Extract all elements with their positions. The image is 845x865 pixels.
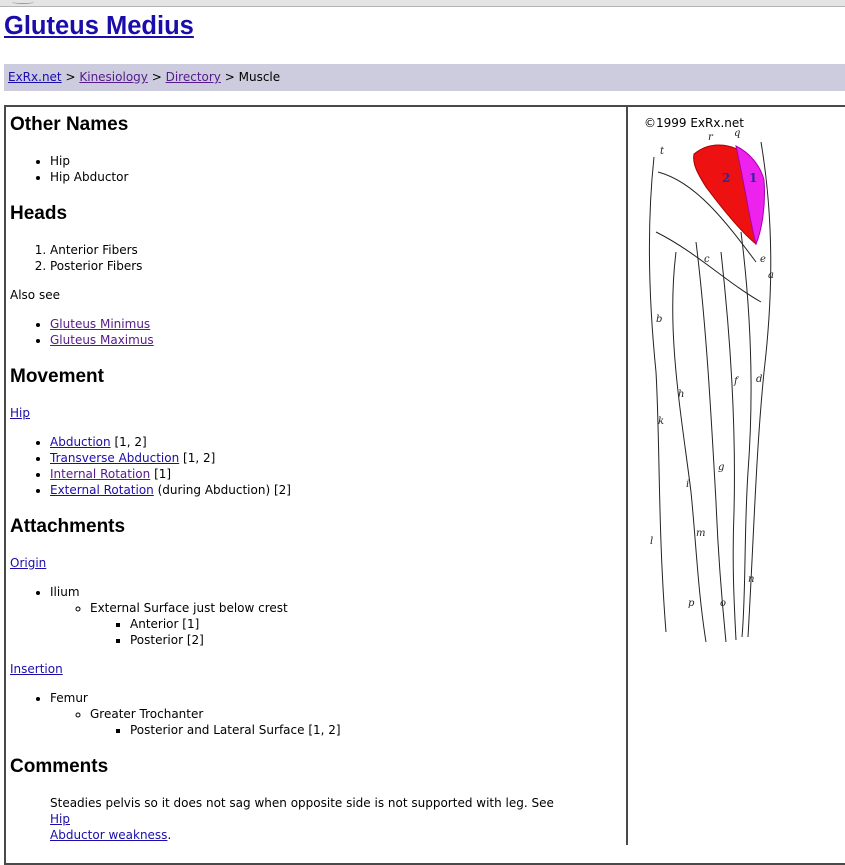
page-title-link[interactable]: Gluteus Medius	[4, 12, 194, 40]
list-item	[50, 690, 341, 738]
breadcrumb-separator: >	[65, 70, 76, 84]
heads-heading: Heads	[10, 203, 68, 224]
insertion-list	[50, 690, 341, 738]
muscle-contour	[673, 252, 706, 642]
letter-label: g	[718, 462, 725, 473]
list-item: 1. Anterior Fibers	[50, 242, 142, 258]
list-item: • Hip Abductor	[50, 169, 128, 185]
region-label: 2	[722, 171, 731, 185]
page-title	[4, 12, 194, 41]
breadcrumb-current: Muscle	[238, 70, 281, 84]
breadcrumb-link-exrx[interactable]: ExRx.net	[8, 70, 62, 84]
letter-label: l	[650, 536, 654, 547]
movement-list	[50, 434, 291, 498]
origin-parts-list	[130, 616, 288, 648]
list-item	[50, 316, 154, 332]
comments-body: Steadies pelvis so it does not sag when opposite side is not supported with leg. See	[50, 796, 554, 810]
link-external-rotation[interactable]: External Rotation	[50, 483, 154, 497]
leg-outline-left	[650, 157, 666, 632]
list-item: 2. Posterior Fibers	[50, 258, 142, 274]
leg-anatomy-drawing	[636, 112, 786, 652]
letter-label: c	[704, 254, 710, 265]
letter-label: n	[748, 574, 755, 585]
browser-tab-curve	[12, 0, 34, 4]
list-item	[50, 434, 291, 450]
origin-label	[10, 555, 46, 571]
insertion-surface-list	[90, 706, 341, 738]
movement-joint	[10, 405, 30, 421]
origin-list	[50, 584, 288, 648]
letter-label: i	[686, 479, 690, 490]
letter-label: f	[734, 376, 738, 387]
comments-period: .	[167, 828, 172, 842]
also-see-label: Also see	[10, 288, 60, 302]
breadcrumb-link-directory[interactable]: Directory	[165, 70, 221, 84]
link-internal-rotation[interactable]: Internal Rotation	[50, 467, 151, 481]
link-transverse-abduction[interactable]: Transverse Abduction	[50, 451, 180, 465]
letter-label: h	[678, 389, 685, 400]
heads-list	[50, 242, 142, 274]
movement-heading: Movement	[10, 366, 104, 387]
movement-note: [1]	[154, 467, 172, 481]
other-names-heading: Other Names	[10, 114, 129, 135]
breadcrumb	[4, 64, 845, 91]
attachments-heading: Attachments	[10, 516, 126, 537]
breadcrumb-link-kinesiology[interactable]: Kinesiology	[79, 70, 148, 84]
letter-label: d	[756, 374, 763, 385]
letter-label: o	[720, 598, 727, 609]
list-item	[90, 706, 341, 738]
browser-top-edge	[0, 0, 845, 7]
list-item: ▪ Posterior [2]	[130, 632, 288, 648]
copyright-text: ©1999 ExRx.net	[644, 116, 744, 130]
letter-label: p	[688, 598, 695, 609]
link-gluteus-maximus[interactable]: Gluteus Maximus	[50, 333, 154, 347]
link-abduction[interactable]: Abduction	[50, 435, 111, 449]
link-origin[interactable]: Origin	[10, 556, 47, 570]
link-insertion[interactable]: Insertion	[10, 662, 63, 676]
movement-note: (during Abduction) [2]	[157, 483, 291, 497]
region-label: 1	[749, 171, 758, 185]
letter-label: r	[708, 132, 713, 143]
link-text: Hip	[50, 812, 70, 826]
link-text: Abductor weakness	[50, 828, 168, 842]
letter-label: a	[768, 270, 774, 281]
letter-label: b	[656, 314, 663, 325]
list-item: • Hip	[50, 153, 128, 169]
column-divider	[626, 105, 628, 845]
also-see-list	[50, 316, 154, 348]
list-item	[90, 600, 288, 648]
other-names-list	[50, 153, 128, 185]
link-hip-abductor-weakness[interactable]	[50, 812, 167, 842]
list-item	[50, 584, 288, 648]
letter-label: e	[760, 254, 766, 265]
breadcrumb-separator: >	[151, 70, 162, 84]
muscle-illustration	[636, 112, 786, 652]
letter-label: t	[660, 146, 665, 157]
muscle-contour	[696, 242, 726, 642]
letter-label: m	[696, 528, 706, 539]
movement-note: [1, 2]	[183, 451, 216, 465]
list-item	[50, 482, 291, 498]
comments-heading: Comments	[10, 756, 109, 777]
muscle-contour	[721, 252, 736, 640]
list-item: ▪ Anterior [1]	[130, 616, 288, 632]
insertion-surface: Greater Trochanter	[90, 707, 204, 721]
list-item	[50, 450, 291, 466]
insertion-parts-list	[130, 722, 341, 738]
list-item	[50, 332, 154, 348]
list-item: ▪ Posterior and Lateral Surface [1, 2]	[130, 722, 341, 738]
letter-label: q	[734, 128, 741, 139]
breadcrumb-separator: >	[224, 70, 235, 84]
origin-surface: External Surface just below crest	[90, 601, 288, 615]
link-hip[interactable]: Hip	[10, 406, 30, 420]
origin-surface-list	[90, 600, 288, 648]
comments-text	[50, 795, 570, 843]
origin-bone: Ilium	[50, 585, 80, 599]
link-gluteus-minimus[interactable]: Gluteus Minimus	[50, 317, 151, 331]
insertion-label	[10, 661, 63, 677]
movement-note: [1, 2]	[114, 435, 147, 449]
letter-label: k	[658, 416, 665, 427]
insertion-bone: Femur	[50, 691, 88, 705]
list-item	[50, 466, 291, 482]
